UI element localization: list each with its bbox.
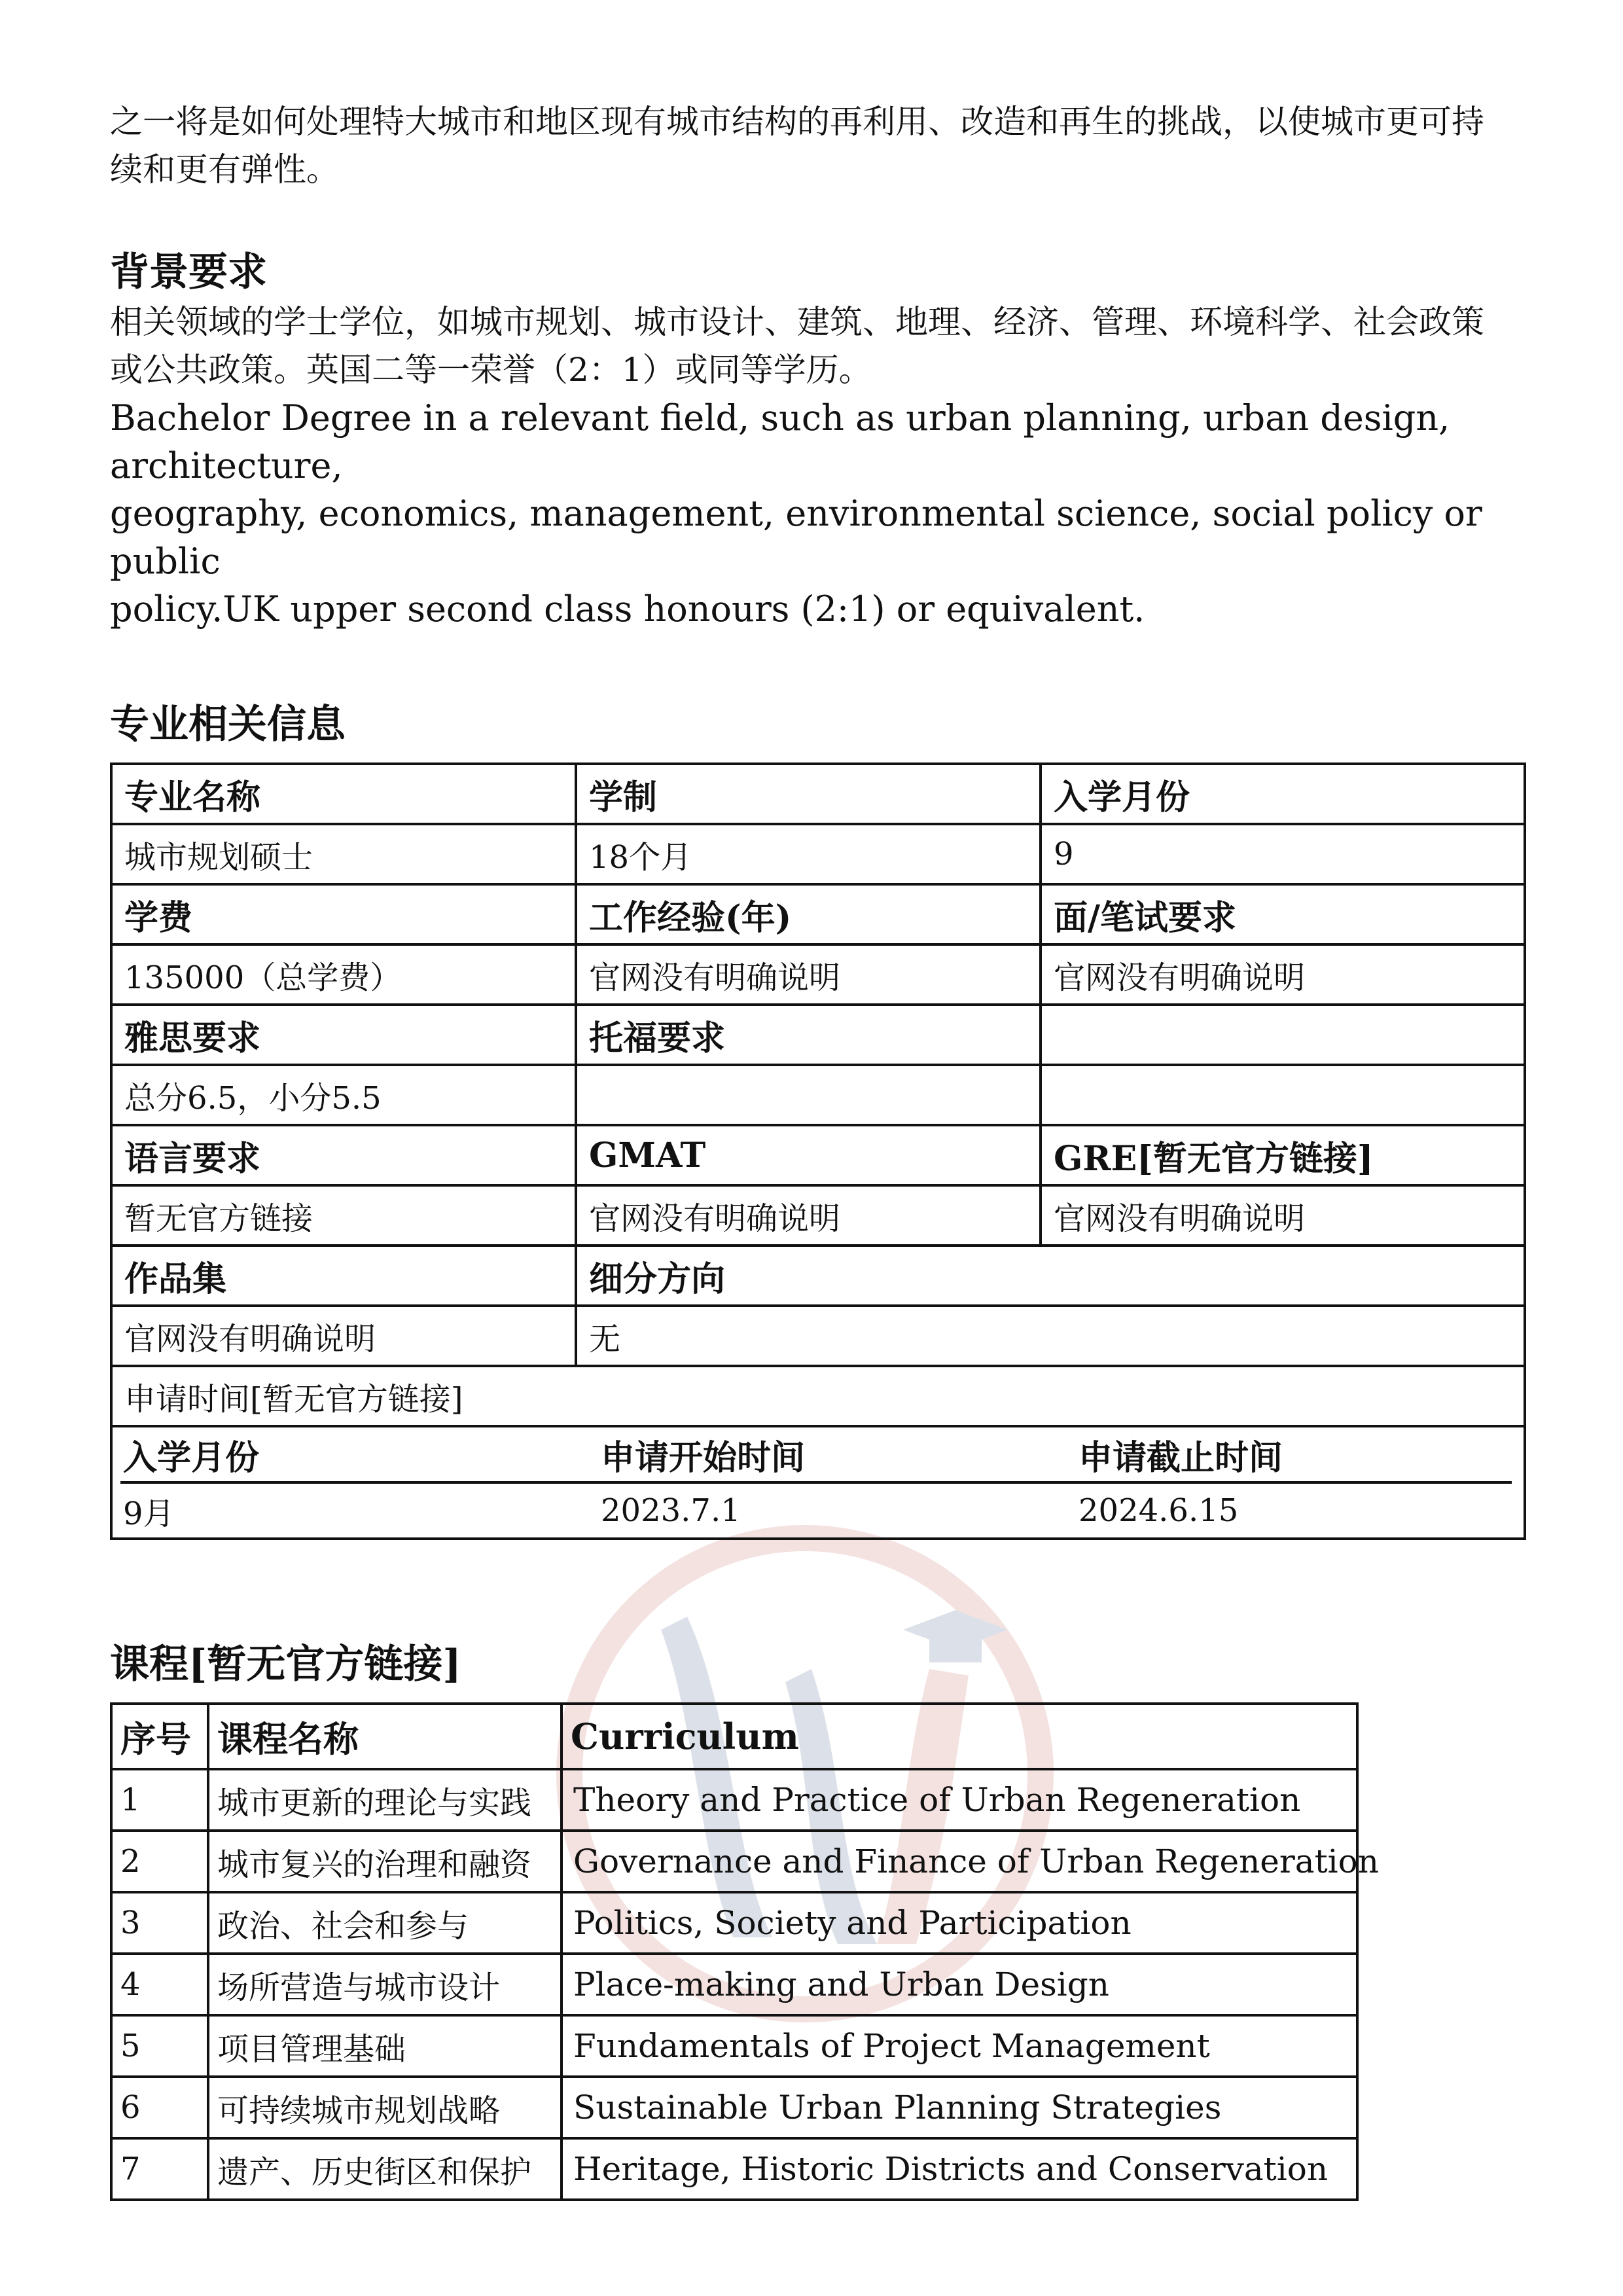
program-name-label: 专业名称 [111,764,576,824]
duration-label: 学制 [576,764,1041,824]
program-heading: 专业相关信息 [110,702,346,747]
background-en-line-1: Bachelor Degree in a relevant field, such as urban planning, urban design, architecture, [110,397,1450,486]
gre-value: 官网没有明确说明 [1041,1185,1525,1246]
tuition-value: 135000（总学费） [111,944,576,1005]
program-name-value: 城市规划硕士 [111,824,576,884]
course-name-zh: 城市更新的理论与实践 [208,1769,562,1831]
course-name-zh: 项目管理基础 [208,2015,562,2077]
duration-value: 18个月 [576,824,1041,884]
app-start-label: 申请开始时间 [598,1427,1076,1482]
direction-label: 细分方向 [576,1246,1525,1306]
gmat-label: GMAT [576,1125,1041,1185]
course-name-zh: 遗产、历史街区和保护 [208,2138,562,2200]
course-row [111,2077,1357,2138]
app-start-value: 2023.7.1 [601,1492,741,1529]
course-col-no: 序号 [111,1704,208,1769]
course-col-name: 课程名称 [208,1704,562,1769]
background-heading: 背景要求 [110,249,267,295]
course-name-en: Sustainable Urban Planning Strategies [562,2077,1357,2138]
language-label: 语言要求 [111,1125,576,1185]
course-name-zh: 可持续城市规划战略 [208,2077,562,2138]
course-col-en: Curriculum [562,1704,1357,1769]
intake-value: 9 [1041,824,1525,884]
course-row [111,1954,1357,2015]
course-name-en: Theory and Practice of Urban Regeneration [562,1769,1357,1831]
intro-line-1: 之一将是如何处理特大城市和地区现有城市结构的再利用、改造和再生的挑战，以使城市更可持 [110,103,1484,141]
experience-label: 工作经验(年) [576,884,1041,944]
toefl-value [576,1065,1041,1125]
tuition-label: 学费 [111,884,576,944]
program-info-table [110,762,1526,1540]
course-table [110,1702,1379,2201]
application-time-cell [111,1426,1525,1539]
course-row [111,1769,1357,1831]
course-no: 5 [111,2015,208,2077]
background-en-line-3: policy.UK upper second class honours (2:1) or equivalent. [110,588,1145,630]
language-value: 暂无官方链接 [111,1185,576,1246]
background-zh-line-1: 相关领域的学士学位，如城市规划、城市设计、建筑、地理、经济、管理、环境科学、社会政策 [110,303,1484,341]
intake-label: 入学月份 [1041,764,1525,824]
gmat-value: 官网没有明确说明 [576,1185,1041,1246]
empty-cell [1041,1005,1525,1065]
courses-heading: 课程[暂无官方链接] [110,1641,461,1687]
course-name-en: Fundamentals of Project Management [562,2015,1357,2077]
course-row [111,2138,1357,2200]
course-no: 3 [111,1892,208,1954]
interview-value: 官网没有明确说明 [1041,944,1525,1005]
app-intake-label: 入学月份 [120,1427,598,1482]
course-no: 7 [111,2138,208,2200]
gre-label: GRE[暂无官方链接] [1041,1125,1525,1185]
empty-cell [1041,1065,1525,1125]
course-no: 6 [111,2077,208,2138]
interview-label: 面/笔试要求 [1041,884,1525,944]
experience-value: 官网没有明确说明 [576,944,1041,1005]
course-name-zh: 城市复兴的治理和融资 [208,1831,562,1892]
intro-line-2: 续和更有弹性。 [110,151,339,188]
application-time-label: 申请时间[暂无官方链接] [111,1366,1525,1426]
course-no: 2 [111,1831,208,1892]
app-deadline-label: 申请截止时间 [1076,1427,1512,1482]
course-no: 1 [111,1769,208,1831]
app-intake-value: 9月 [123,1495,175,1532]
course-no: 4 [111,1954,208,2015]
background-zh-line-2: 或公共政策。英国二等一荣誉（2：1）或同等学历。 [110,351,872,389]
course-name-zh: 场所营造与城市设计 [208,1954,562,2015]
portfolio-label: 作品集 [111,1246,576,1306]
course-name-en: Politics, Society and Participation [562,1892,1357,1954]
background-en-line-2: geography, economics, management, environmental science, social policy or public [110,493,1482,582]
ielts-value: 总分6.5，小分5.5 [111,1065,576,1125]
ielts-label: 雅思要求 [111,1005,576,1065]
course-name-zh: 政治、社会和参与 [208,1892,562,1954]
toefl-label: 托福要求 [576,1005,1041,1065]
course-row [111,2015,1357,2077]
course-row [111,1831,1357,1892]
application-time-table [120,1427,1512,1537]
app-deadline-value: 2024.6.15 [1079,1492,1239,1529]
course-name-en: Governance and Finance of Urban Regeneration [562,1831,1357,1892]
page-content [110,98,1524,2201]
course-name-en: Heritage, Historic Districts and Conservation [562,2138,1357,2200]
portfolio-value: 官网没有明确说明 [111,1306,576,1366]
direction-value: 无 [576,1306,1525,1366]
course-row [111,1892,1357,1954]
course-name-en: Place-making and Urban Design [562,1954,1357,2015]
